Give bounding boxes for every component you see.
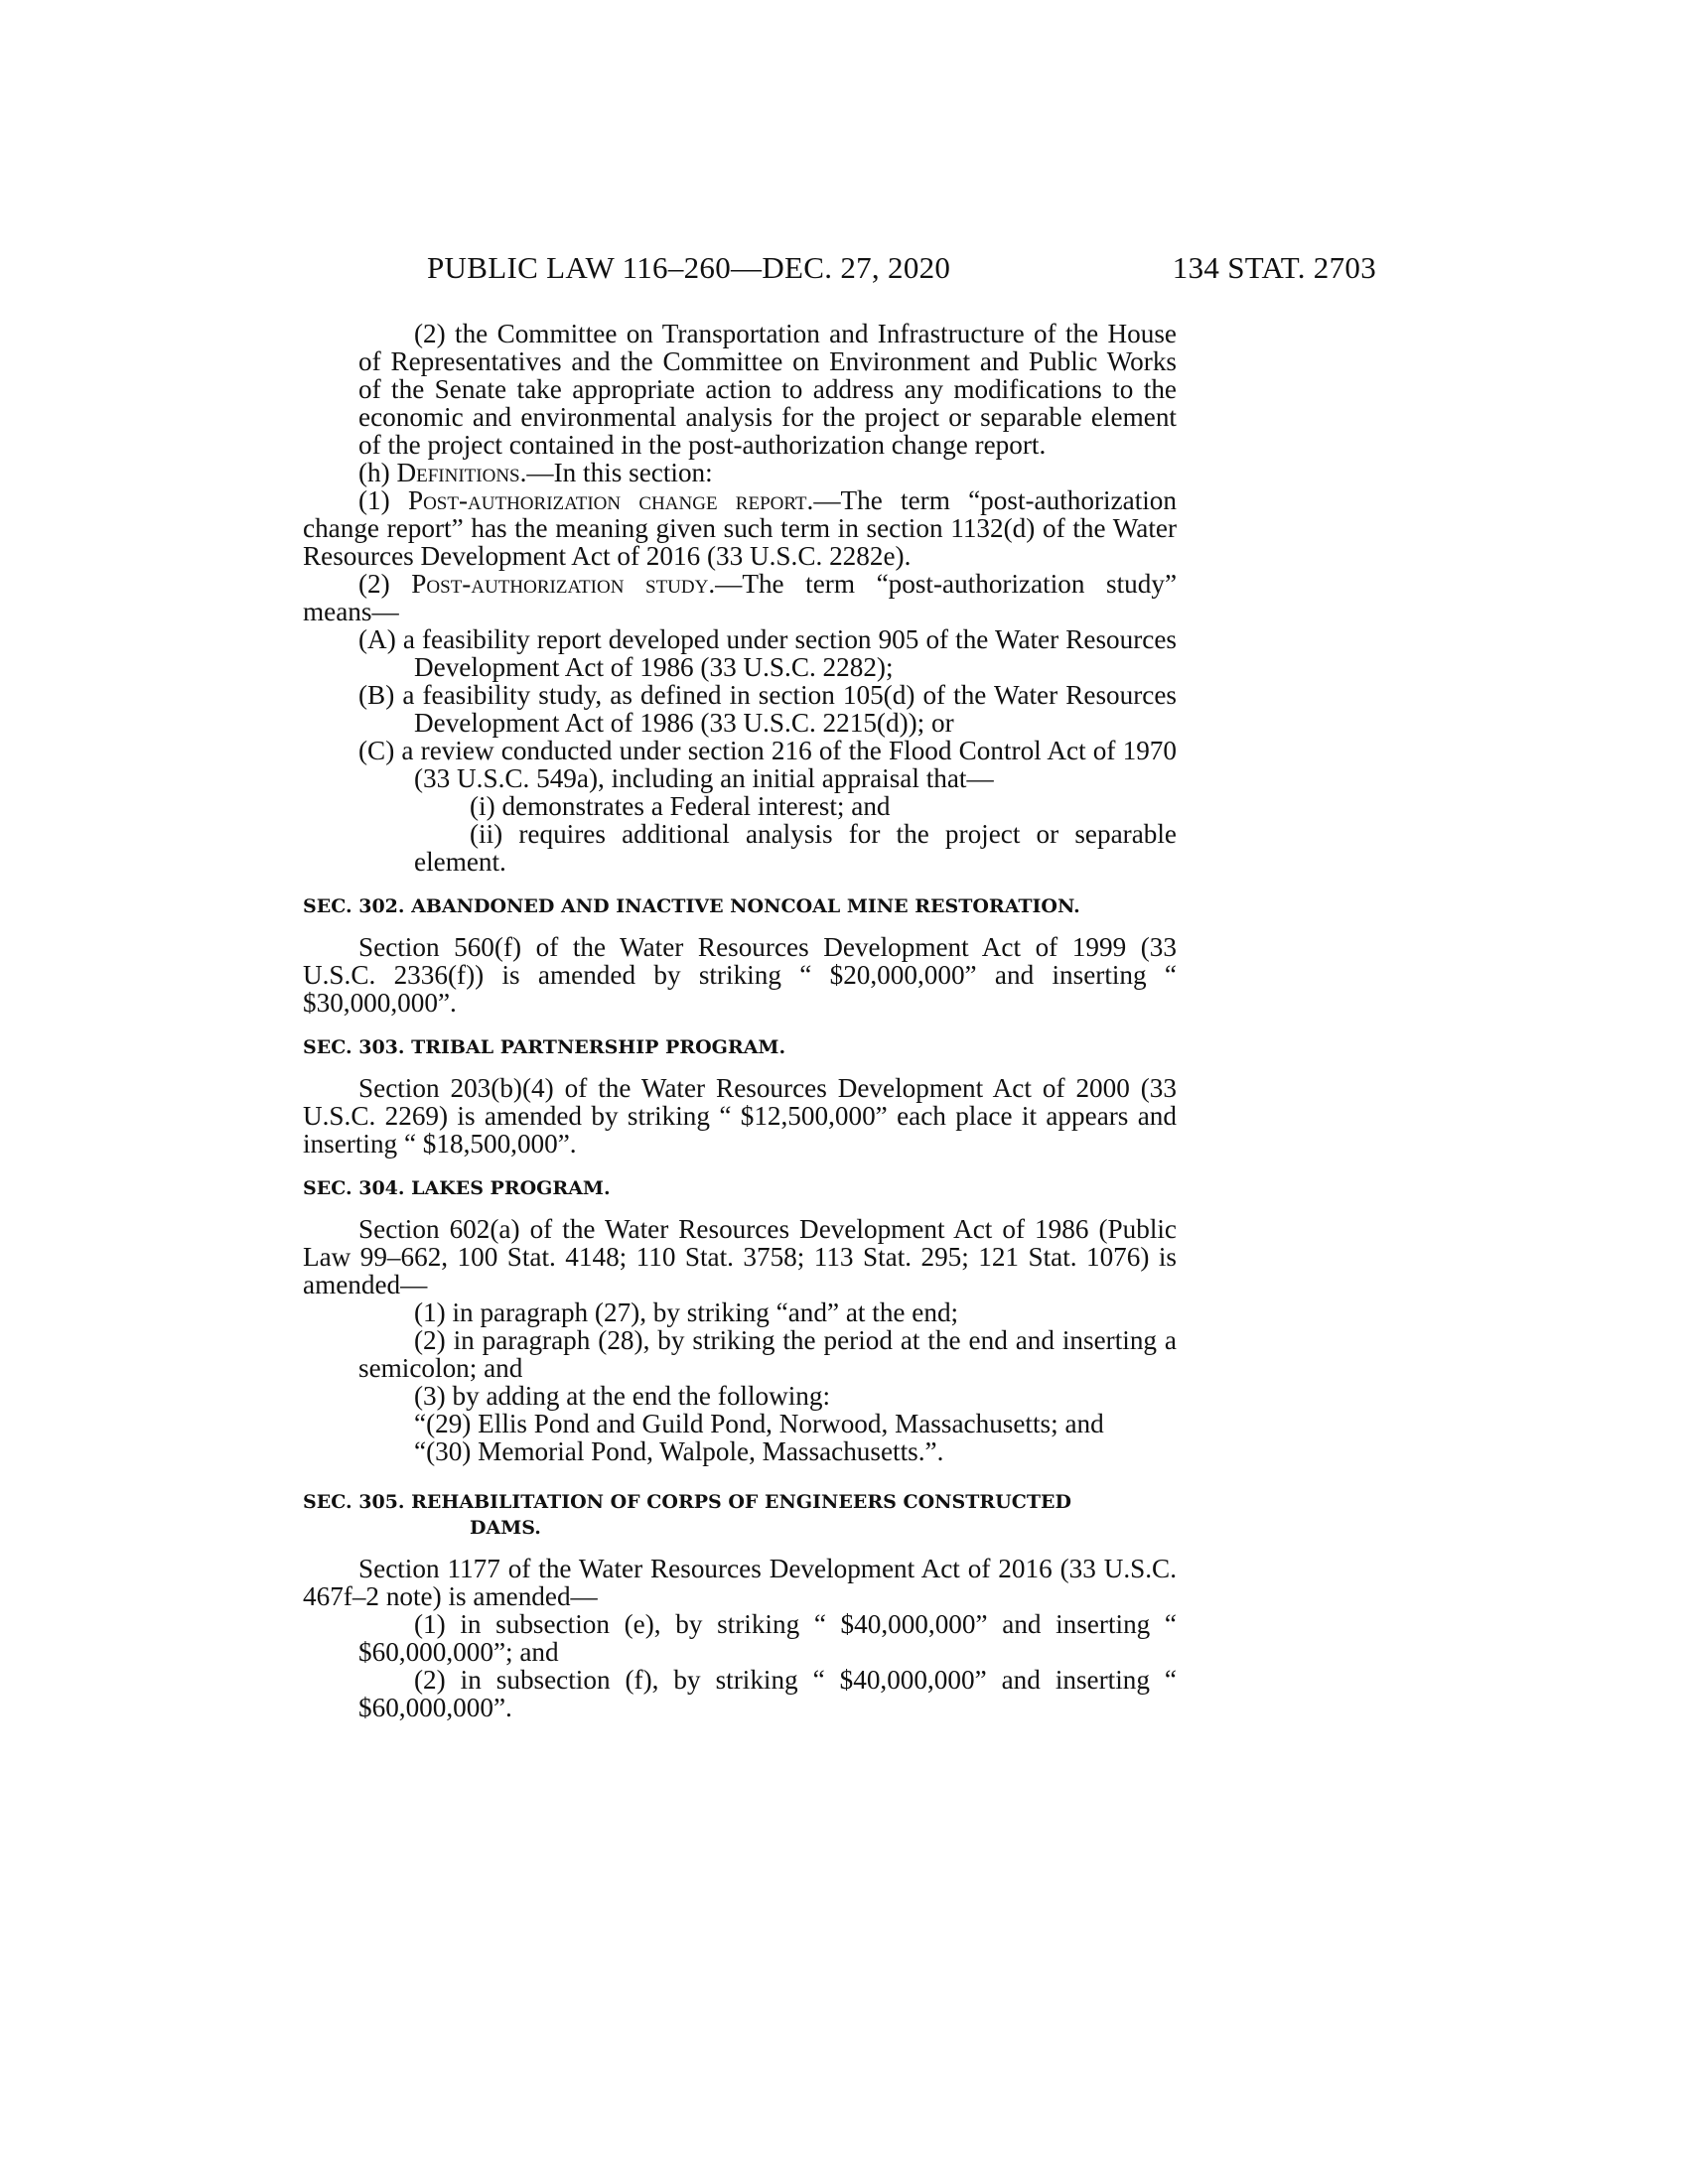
section-305-text: Section 1177 of the Water Resources Development Act of 2016 (33 U.S.C. 467f–2 note) is amended— [303, 1554, 1177, 1611]
section-305-para-2: (2) in subsection (f), by striking “ $40,000,000” and inserting “ $60,000,000”. [358, 1665, 1177, 1722]
section-303-heading: SEC. 303. TRIBAL PARTNERSHIP PROGRAM. [303, 1036, 786, 1058]
paragraph-2-committee: (2) the Committee on Transportation and Infrastructure of the House of Representatives and the Committee on Environment and Public Works of the Senate take appropriate action to address any modifications to the economic and environmental analysis for the project or separable element of the project contained in the post-authorization change report. [358, 319, 1177, 460]
section-302-heading: SEC. 302. ABANDONED AND INACTIVE NONCOAL MINE RESTORATION. [303, 895, 1080, 917]
definition-label: (2) [358, 569, 412, 599]
page-header [427, 250, 1376, 290]
definition-2-b: (B) a feasibility study, as defined in section 105(d) of the Water Resources Development Act of 1986 (33 U.S.C. 2215(d)); or [358, 680, 1177, 738]
section-304-text: Section 602(a) of the Water Resources Development Act of 1986 (Public Law 99–662, 100 Stat. 4148; 110 Stat. 3758; 113 Stat. 295; 121 Stat. 1076) is amended— [303, 1214, 1177, 1299]
definition-text: .—The term “post-authorization change report” has the meaning given such term in section 1132(d) of the Water Resources Development Act of 2016 (33 U.S.C. 2282e). [303, 485, 1177, 571]
section-304-heading: SEC. 304. LAKES PROGRAM. [303, 1177, 611, 1199]
subsection-caption: Definitions [396, 458, 520, 487]
definition-1 [303, 486, 1177, 570]
document-body [303, 320, 1177, 1721]
definition-2-c-ii: (ii) requires additional analysis for the project or separable element. [414, 819, 1177, 877]
definition-caption: Post-authorization study [411, 569, 709, 599]
section-304-quote-29: “(29) Ellis Pond and Guild Pond, Norwood, Massachusetts; and [414, 1409, 1104, 1438]
section-304-quote-30: “(30) Memorial Pond, Walpole, Massachusetts.”. [414, 1436, 944, 1466]
running-head-title: PUBLIC LAW 116–260—DEC. 27, 2020 [427, 250, 951, 285]
definition-label: (1) [358, 485, 408, 515]
definition-2-c: (C) a review conducted under section 216 of the Flood Control Act of 1970 (33 U.S.C. 549a), including an initial appraisal that— [358, 736, 1177, 793]
subsection-h-definitions [303, 459, 1177, 486]
section-305-para-1: (1) in subsection (e), by striking “ $40,000,000” and inserting “ $60,000,000”; and [358, 1609, 1177, 1667]
section-304-para-1: (1) in paragraph (27), by striking “and” at the end; [414, 1297, 959, 1327]
definition-2-a: (A) a feasibility report developed under section 905 of the Water Resources Development Act of 1986 (33 U.S.C. 2282); [358, 624, 1177, 682]
subsection-label: (h) [358, 458, 397, 487]
section-302-text: Section 560(f) of the Water Resources Development Act of 1999 (33 U.S.C. 2336(f)) is amended by striking “ $20,000,000” and inserting “ $30,000,000”. [303, 932, 1177, 1018]
definition-text: .—The term “post-authorization study” means— [303, 569, 1178, 626]
section-304-para-3: (3) by adding at the end the following: [414, 1381, 831, 1411]
subsection-text: .—In this section: [519, 458, 713, 487]
definition-2 [303, 570, 1177, 625]
section-305-heading-line-2: DAMS. [470, 1517, 541, 1539]
definition-2-c-i: (i) demonstrates a Federal interest; and [470, 791, 891, 821]
definition-caption: Post-authorization change report [407, 485, 807, 515]
page-number: 134 STAT. 2703 [1172, 250, 1376, 285]
section-305-heading-line-1: SEC. 305. REHABILITATION OF CORPS OF ENGINEERS CONSTRUCTED [303, 1491, 1071, 1513]
section-304-para-2: (2) in paragraph (28), by striking the period at the end and inserting a semicolon; and [358, 1325, 1177, 1383]
section-305-heading [303, 1489, 1177, 1541]
section-303-text: Section 203(b)(4) of the Water Resources Development Act of 2000 (33 U.S.C. 2269) is amended by striking “ $12,500,000” each place it appears and inserting “ $18,500,000”. [303, 1073, 1177, 1159]
